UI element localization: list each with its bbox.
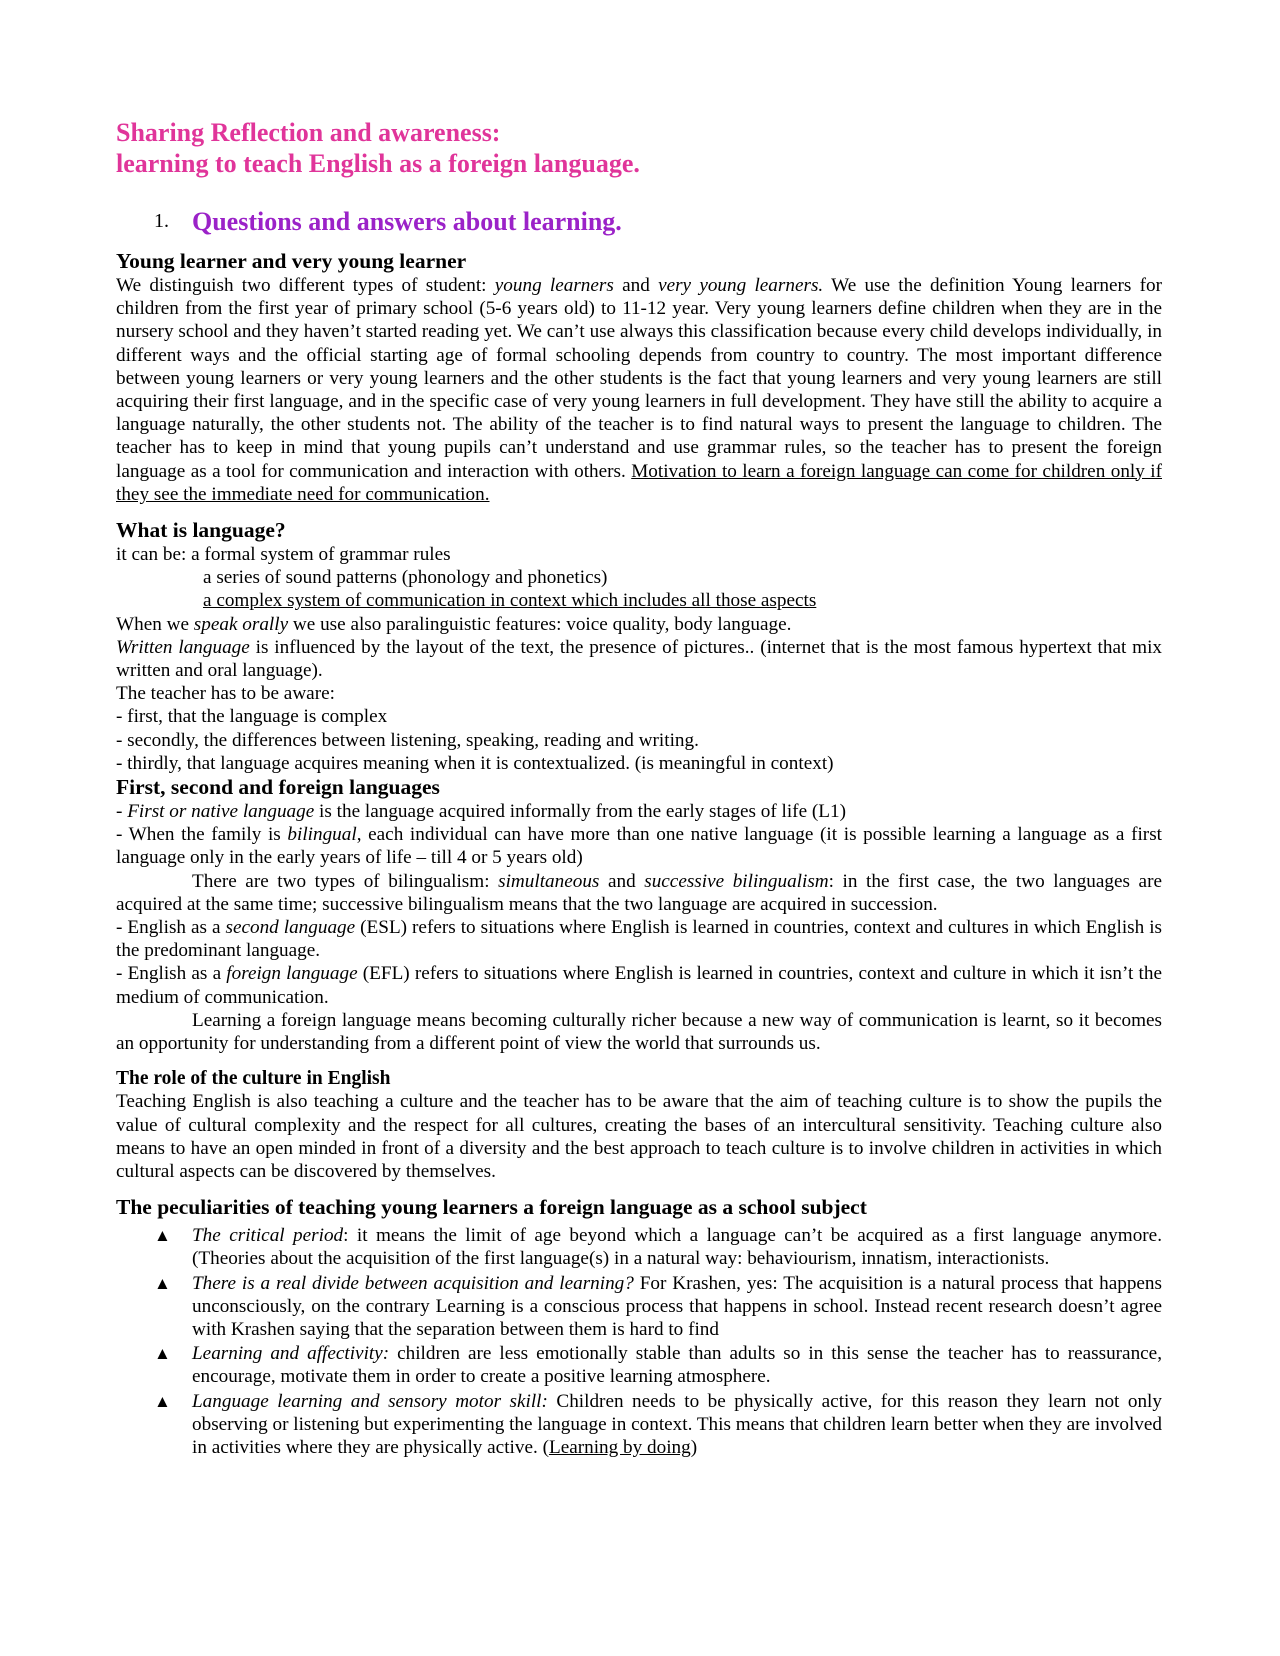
text-run: is the language acquired informally from the early stages of life (L1) xyxy=(314,801,846,823)
list-item-text xyxy=(192,1342,1162,1388)
triangle-bullet-icon: ▲ xyxy=(154,1226,171,1246)
section-title: Questions and answers about learning. xyxy=(192,207,622,236)
heading-young-learners: Young learner and very young learner xyxy=(116,249,467,273)
list-item-text xyxy=(192,1390,1162,1460)
text-run-italic: simultaneous xyxy=(498,870,600,892)
document-body xyxy=(116,117,1162,1460)
list-item xyxy=(116,1272,1162,1342)
text-run: , each individual can have more than one native language (it is possible learning a language as a first language only in the early years of life – till 4 or 5 years old) xyxy=(116,824,1162,869)
language-line-2: a series of sound patterns (phonology and phonetics) xyxy=(203,567,608,589)
text-run: is influenced by the layout of the text, the presence of pictures.. (internet that is the most famous hypertext that mix written and oral language). xyxy=(116,636,1163,682)
language-line-5 xyxy=(116,636,1162,682)
first-line-c xyxy=(116,870,1162,916)
first-line-a xyxy=(116,800,1162,823)
language-line-7: - first, that the language is complex xyxy=(116,706,388,728)
language-line-1: it can be: a formal system of grammar rules xyxy=(116,544,451,566)
paragraph-culture: Teaching English is also teaching a culture and the teacher has to be aware that the aim of teaching culture is to show the pupils the value of cultural complexity and the respect for all cultures, creating the bases of an intercultural sensitivity. Teaching culture also means to have an open minded in front of a diversity and the best approach to teach culture is to involve children in activities in which cultural aspects can be discovered by themselves. xyxy=(116,1091,1162,1182)
text-run: we use also paralinguistic features: voice quality, body language. xyxy=(288,613,792,635)
text-run-italic: First or native language xyxy=(127,801,315,823)
list-item xyxy=(116,1342,1162,1388)
text-run-italic: Language learning and sensory motor skill: xyxy=(192,1390,548,1412)
text-run: : it means the limit of age beyond which a language can’t be acquired as a first language anymore. (Theories about the acquisition of the first language(s) in a natural way: behaviourism, innatism, interactionists. xyxy=(192,1225,1162,1270)
peculiarities-list xyxy=(116,1224,1162,1459)
language-line-6: The teacher has to be aware: xyxy=(116,683,335,705)
list-item-text xyxy=(192,1272,1162,1342)
text-run-italic: successive bilingualism xyxy=(644,870,829,892)
language-line-8: - secondly, the differences between listening, speaking, reading and writing. xyxy=(116,729,699,751)
text-run-italic: Written language xyxy=(116,636,250,658)
text-run: There are two types of bilingualism: xyxy=(192,870,499,892)
section-number: 1. xyxy=(154,210,169,232)
text-run-italic: foreign language xyxy=(226,963,358,985)
text-run-italic: Learning and affectivity: xyxy=(192,1343,390,1365)
text-run: - English as a xyxy=(116,917,226,939)
text-run: (ESL) refers to situations where English is learned in countries, context and cultures in which English is the predominant language. xyxy=(116,917,1162,962)
text-run: children are less emotionally stable than adults so in this sense the teacher has to reassurance, encourage, motivate them in order to create a positive learning atmosphere. xyxy=(192,1343,1162,1388)
triangle-bullet-icon: ▲ xyxy=(154,1273,171,1293)
text-run: For Krashen, yes: The acquisition is a natural process that happens unconsciously, on the contrary Learning is a conscious process that happens in school. Instead recent research doesn’t agree with Krashen saying that the separation between them is hard to find xyxy=(192,1272,1162,1340)
first-line-b xyxy=(116,823,1162,869)
text-run-underlined: Motivation to learn a foreign language can come for children only if they see the immediate need for communication. xyxy=(116,460,1162,505)
text-run-italic: second language xyxy=(225,917,356,939)
text-run: - When the family is xyxy=(116,824,288,846)
heading-what-is-language: What is language? xyxy=(116,518,286,543)
text-run: and xyxy=(599,870,645,892)
text-run: and xyxy=(613,275,659,296)
text-run: : in the first case, the two languages are acquired at the same time; successive bilingualism means that the two language are acquired in succession. xyxy=(116,870,1162,915)
language-line-4 xyxy=(116,613,1162,636)
heading-peculiarities: The peculiarities of teaching young learners a foreign language as a school subject xyxy=(116,1195,867,1220)
list-item-text xyxy=(192,1224,1162,1270)
language-line-3 xyxy=(116,589,1162,612)
title-line-2: learning to teach English as a foreign language. xyxy=(116,149,640,178)
section-heading xyxy=(116,206,1162,237)
text-run-italic: young learners xyxy=(494,275,614,296)
first-line-f: Learning a foreign language means becoming culturally richer because a new way of communication is learnt, so it becomes an opportunity for understanding from a different point of view the world that surrounds us. xyxy=(116,1009,1162,1055)
text-run-italic: The critical period xyxy=(192,1225,344,1247)
triangle-bullet-icon: ▲ xyxy=(154,1391,171,1411)
text-run-italic: bilingual xyxy=(287,824,357,846)
text-run: We use the definition Young learners for children from the first year of primary school (5-6 years old) to 11-12 year. Very young learners define children when they are in the nursery school and they haven’t started reading yet. We can’t use always this classification because every child develops individually, in different ways and the official starting age of formal schooling depends from country to country. The most important difference between young learners or very young learners and the other students is the fact that young learners and very young learners are still acquiring their first language, and in the specific case of very young learners in full development. They have still the ability to acquire a language naturally, the other students not. The ability of the teacher is to find natural ways to present the language to children. The teacher has to keep in mind that young pupils can’t understand and use grammar rules, so the teacher has to present the foreign language as a tool for communication and interaction with others. xyxy=(116,275,1162,482)
list-item xyxy=(116,1224,1162,1270)
paragraph-young-learners xyxy=(116,274,1162,506)
text-run-underlined: a complex system of communication in context which includes all those aspects xyxy=(203,590,817,612)
text-run: ) xyxy=(690,1436,698,1458)
first-line-d xyxy=(116,916,1162,962)
heading-first-second-foreign: First, second and foreign languages xyxy=(116,775,440,800)
text-run: We distinguish two different types of student: xyxy=(116,275,495,296)
first-line-e xyxy=(116,962,1162,1008)
text-run-italic: very young learners. xyxy=(658,275,824,296)
title-line-1: Sharing Reflection and awareness: xyxy=(116,118,501,147)
text-run-underlined: Learning by doing xyxy=(548,1436,691,1458)
text-run: - xyxy=(116,801,128,823)
text-run-italic: There is a real divide between acquisition and learning? xyxy=(192,1272,634,1294)
heading-role-of-culture: The role of the culture in English xyxy=(116,1068,391,1090)
triangle-bullet-icon: ▲ xyxy=(154,1344,171,1364)
text-run: Children needs to be physically active, for this reason they learn not only observing or listening but experimenting the language in context. This means that children learn better when they are involved in activities where they are physically active. ( xyxy=(192,1390,1162,1458)
text-run: When we xyxy=(116,613,194,635)
text-run: (EFL) refers to situations where English is learned in countries, context and culture in which it isn’t the medium of communication. xyxy=(116,963,1162,1008)
language-line-9: - thirdly, that language acquires meaning when it is contextualized. (is meaningful in context) xyxy=(116,752,834,774)
list-item xyxy=(116,1390,1162,1460)
text-run-italic: speak orally xyxy=(193,613,289,635)
text-run: - English as a xyxy=(116,963,227,985)
